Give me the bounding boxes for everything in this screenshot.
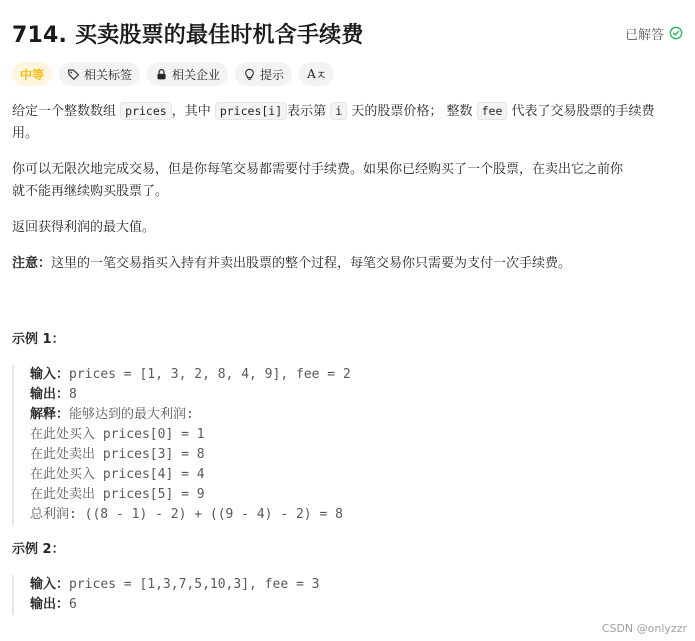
problem-description xyxy=(12,100,683,615)
explanation-line: 在此处买入 prices[0] = 1 xyxy=(30,427,205,442)
note-label: 注意： xyxy=(12,256,52,271)
text-span: ，其中 xyxy=(171,104,215,119)
tag-bar xyxy=(12,62,334,86)
text-span: 给定一个整数数组 xyxy=(12,104,121,119)
output-label: 输出： xyxy=(30,387,70,402)
related-companies-label: 相关企业 xyxy=(172,67,221,82)
solved-label: 已解答 xyxy=(624,27,664,43)
hint-button[interactable] xyxy=(235,62,292,86)
csdn-watermark: CSDN @onlyzzr xyxy=(601,622,687,635)
example-2-title: 示例 2： xyxy=(12,542,65,557)
example-2-block xyxy=(12,575,683,615)
input-value: prices = [1,3,7,5,10,3], fee = 3 xyxy=(69,577,320,592)
translate-icon: A xyxy=(307,67,316,81)
description-paragraph-2 xyxy=(12,159,683,203)
output-value: 6 xyxy=(69,597,77,612)
note-text: 这里的一笔交易指买入持有并卖出股票的整个过程，每笔交易你只需要为支付一次手续费。 xyxy=(51,256,572,271)
example-1-block xyxy=(12,365,683,525)
example-1-output xyxy=(30,385,683,405)
inline-code: prices xyxy=(120,102,172,120)
example-2-output xyxy=(30,595,683,615)
translate-button[interactable] xyxy=(299,62,334,86)
tag-icon xyxy=(67,68,80,81)
example-1-input xyxy=(30,365,683,385)
description-paragraph-3: 返回获得利润的最大值。 xyxy=(12,220,156,235)
lightbulb-icon xyxy=(243,68,256,81)
inline-code: fee xyxy=(477,102,508,120)
language-glyph-icon xyxy=(317,70,326,79)
title-row xyxy=(12,16,683,50)
output-label: 输出： xyxy=(30,597,70,612)
text-span: 就不能再继续购买股票了。 xyxy=(12,184,169,199)
note-paragraph xyxy=(12,253,683,275)
explanation-value: 能够达到的最大利润: xyxy=(69,407,194,422)
input-value: prices = [1, 3, 2, 8, 4, 9], fee = 2 xyxy=(69,367,351,382)
text-span: 代表了交易股票的手续费 xyxy=(507,104,655,119)
input-label: 输入： xyxy=(30,577,70,592)
example-1-title: 示例 1： xyxy=(12,332,65,347)
explanation-label: 解释： xyxy=(30,407,70,422)
related-companies-button[interactable] xyxy=(147,62,228,86)
spacer xyxy=(12,289,683,329)
text-span: 天的股票价格； 整数 xyxy=(347,104,477,119)
check-circle-icon xyxy=(669,26,683,40)
lock-icon xyxy=(155,68,168,81)
explanation-line: 在此处卖出 prices[3] = 8 xyxy=(30,447,205,462)
explanation-line: 在此处卖出 prices[5] = 9 xyxy=(30,487,205,502)
solved-status xyxy=(625,24,683,43)
hint-label: 提示 xyxy=(260,67,285,82)
input-label: 输入： xyxy=(30,367,70,382)
problem-title[interactable]: 714. 买卖股票的最佳时机含手续费 xyxy=(12,22,364,48)
related-topics-button[interactable] xyxy=(59,62,140,86)
explanation-line: 在此处买入 prices[4] = 4 xyxy=(30,467,205,482)
explanation-line: 总利润: ((8 - 1) - 2) + ((9 - 4) - 2) = 8 xyxy=(30,507,343,522)
related-topics-label: 相关标签 xyxy=(84,67,133,82)
text-span: 表示第 xyxy=(287,104,331,119)
example-1-explanation xyxy=(30,405,683,425)
output-value: 8 xyxy=(69,387,77,402)
description-paragraph-1 xyxy=(12,100,683,145)
text-span: 你可以无限次地完成交易，但是你每笔交易都需要付手续费。如果你已经购买了一个股票，在卖出它之前你 xyxy=(12,162,624,177)
inline-code: i xyxy=(330,102,347,120)
example-2-input xyxy=(30,575,683,595)
text-span: 用。 xyxy=(12,126,39,141)
difficulty-label: 中等 xyxy=(20,67,45,82)
difficulty-badge xyxy=(12,62,52,86)
inline-code: prices[i] xyxy=(215,102,287,120)
